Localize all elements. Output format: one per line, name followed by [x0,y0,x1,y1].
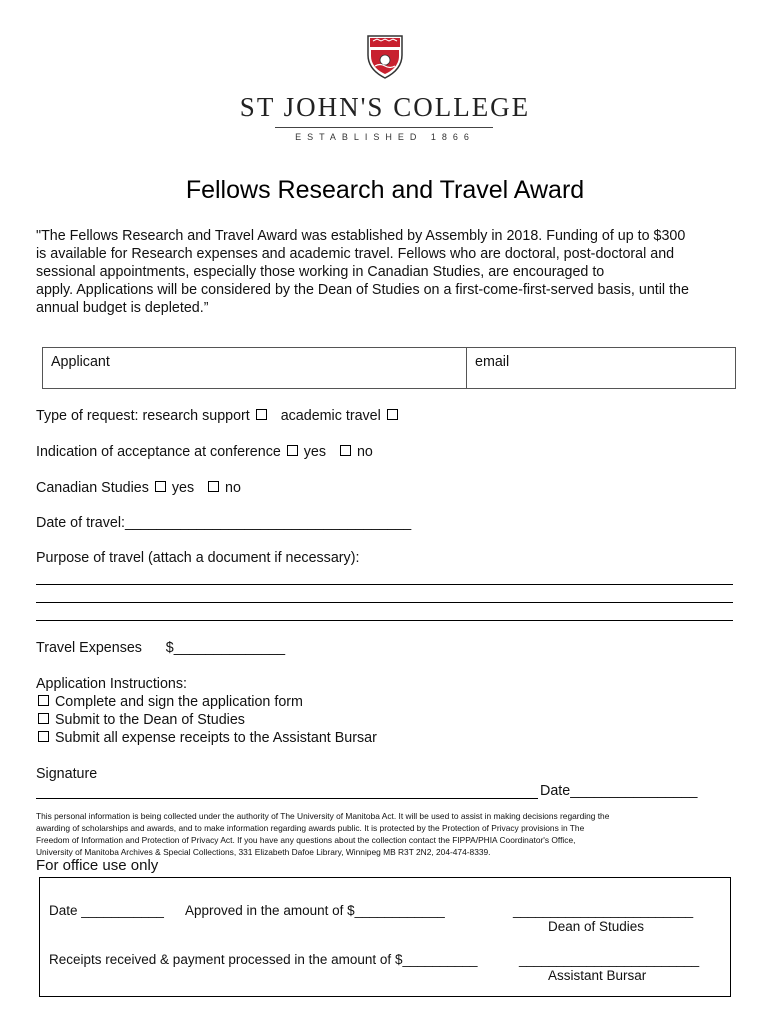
signature-date-field[interactable]: Date________________ [540,783,698,799]
purpose-line[interactable] [36,602,733,603]
purpose-line[interactable] [36,620,733,621]
research-support-checkbox[interactable] [256,409,267,420]
office-use-heading: For office use only [36,857,159,874]
established-text: ESTABLISHED 1866 [295,132,475,142]
intro-line: sessional appointments, especially those working in Canadian Studies, are encouraged to [36,264,605,280]
intro-line: is available for Research expenses and academic travel. Fellows who are doctoral, post-doctoral and [36,246,675,262]
canadian-studies-no-label: no [225,480,241,496]
instruction-item [36,730,377,746]
receipts-amount-field[interactable]: Receipts received & payment processed in the amount of $__________ [49,952,478,967]
request-type-label: Type of request: research support [36,408,250,424]
office-use-box [39,877,731,997]
academic-travel-label: academic travel [280,408,381,424]
intro-line: apply. Applications will be considered by the Dean of Studies on a first-come-first-served basis, until the [36,282,689,298]
conference-yes-checkbox[interactable] [287,445,298,456]
conference-label: Indication of acceptance at conference [36,444,281,460]
canadian-studies-no-checkbox[interactable] [208,481,219,492]
assistant-bursar-label: Assistant Bursar [548,968,647,983]
conference-no-label: no [356,444,373,460]
privacy-notice-line: awarding of scholarships and awards, and to make information regarding awards public. It is protected by the Protection of Privacy provisions in The [36,823,585,833]
instruction-text: Submit all expense receipts to the Assistant Bursar [54,730,377,746]
travel-expenses-field[interactable]: $______________ [165,640,286,656]
email-field[interactable]: email [475,354,510,370]
instruction-text: Submit to the Dean of Studies [54,712,245,728]
dean-of-studies-label: Dean of Studies [548,919,645,934]
canadian-studies-label: Canadian Studies [36,480,149,496]
canadian-studies-yes-checkbox[interactable] [155,481,166,492]
request-type-row [36,408,400,424]
privacy-notice-line: Freedom of Information and Protection of Privacy Act. If you have any questions about the collection contact the FIPPA/PHIA Coordinator's Office, [36,835,576,845]
college-name: ST JOHN'S COLLEGE [239,92,531,122]
signature-line[interactable] [36,798,538,799]
instruction-checkbox[interactable] [38,713,49,724]
academic-travel-checkbox[interactable] [387,409,398,420]
conference-row [36,444,373,460]
applicant-email-box [42,347,736,389]
privacy-notice [36,810,736,858]
box-divider [466,348,467,388]
intro-paragraph [36,227,736,317]
travel-date-field[interactable]: Date of travel:____________________________________ [36,515,412,531]
office-date-field[interactable]: Date ___________ [49,903,164,918]
conference-yes-label: yes [303,444,327,460]
travel-expenses-row [36,640,285,656]
college-crest-logo [365,33,405,79]
instruction-item [36,712,245,728]
intro-line: "The Fellows Research and Travel Award was established by Assembly in 2018. Funding of up to $300 [36,228,686,244]
page-title: Fellows Research and Travel Award [185,176,585,204]
instruction-text: Complete and sign the application form [54,694,303,710]
applicant-field[interactable]: Applicant [51,354,110,370]
instruction-item [36,694,303,710]
approved-amount-field[interactable]: Approved in the amount of $____________ [185,903,445,918]
dean-signature-line[interactable]: ________________________ [513,903,694,918]
canadian-studies-yes-label: yes [171,480,195,496]
instruction-checkbox[interactable] [38,695,49,706]
purpose-line[interactable] [36,584,733,585]
intro-line: annual budget is depleted.” [36,300,209,316]
privacy-notice-line: University of Manitoba Archives & Special Collections, 331 Elizabeth Dafoe Library, Winnipeg MB R3T 2N2, 204-474-8339. [36,847,491,857]
purpose-label: Purpose of travel (attach a document if necessary): [36,550,360,566]
conference-no-checkbox[interactable] [340,445,351,456]
privacy-notice-line: This personal information is being collected under the authority of The University of Manitoba Act. It will be used to assist in making decisions regarding the [36,811,610,821]
header-divider [275,127,493,128]
signature-label: Signature [36,766,98,782]
bursar-signature-line[interactable]: ________________________ [519,952,700,967]
instructions-heading: Application Instructions: [36,676,187,692]
travel-expenses-label: Travel Expenses [36,640,142,656]
instruction-checkbox[interactable] [38,731,49,742]
canadian-studies-row [36,480,241,496]
